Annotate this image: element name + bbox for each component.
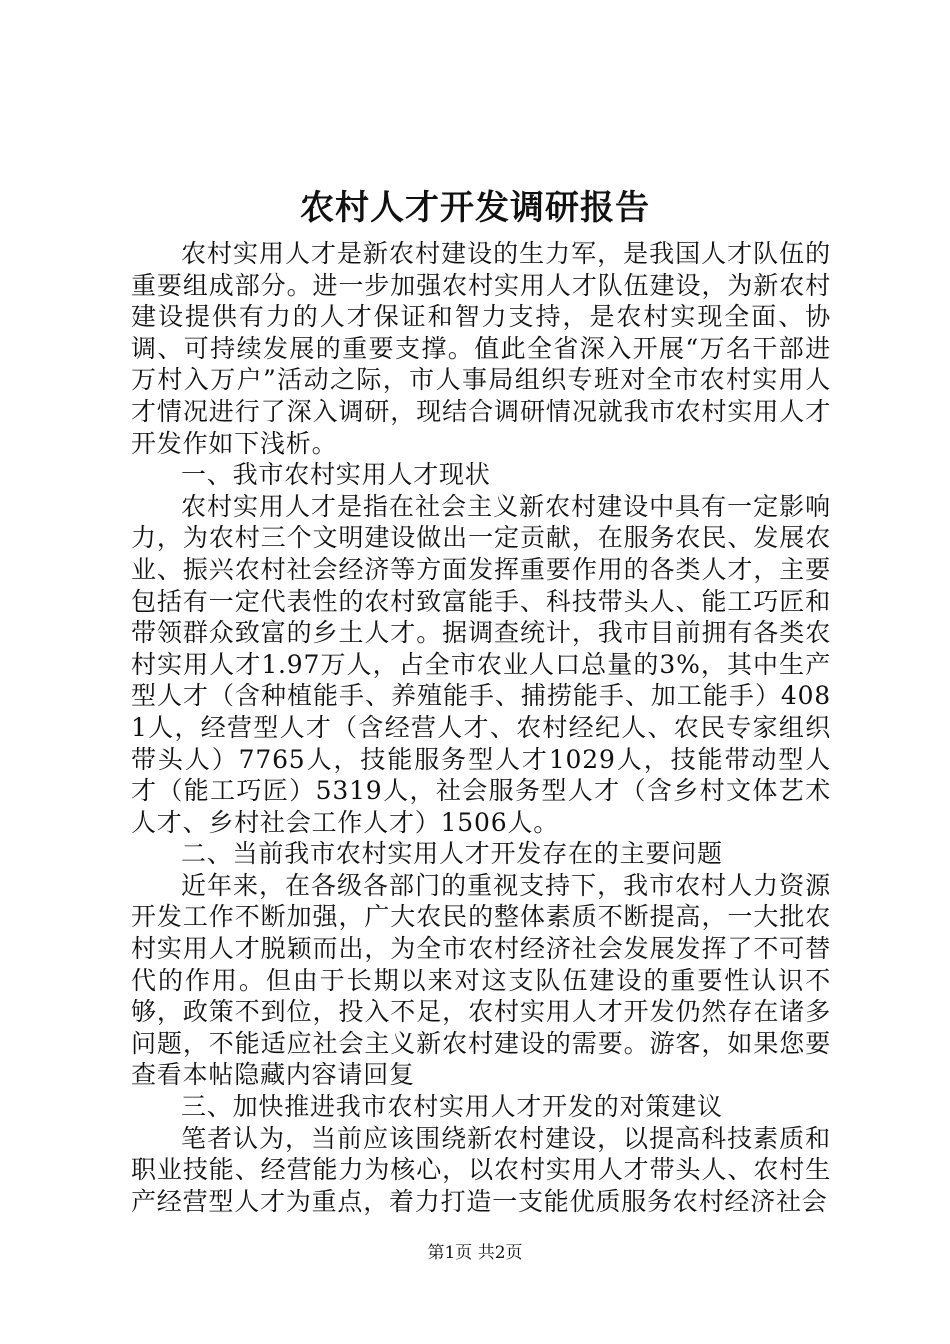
document-body [131, 238, 831, 1217]
page-footer: 第1页 共2页 [427, 1243, 523, 1263]
section-heading-1: 一、我市农村实用人才现状 [181, 460, 491, 490]
intro-paragraph: 农村实用人才是新农村建设的生力军，是我国人才队伍的重要组成部分。进一步加强农村实用人才队伍建设，为新农村建设提供有力的人才保证和智力支持，是农村实现全面、协调、可持续发展的重要支撑。值此全省深入开展“万名干部进万村入万户”活动之际，市人事局组织专班对全市农村实用人才情况进行了深入调研，现结合调研情况就我市农村实用人才开发作如下浅析。 [131, 239, 831, 458]
section-heading-3: 三、加快推进我市农村实用人才开发的对策建议 [181, 1092, 723, 1122]
section-2-paragraph: 近年来，在各级各部门的重视支持下，我市农村人力资源开发工作不断加强，广大农民的整体素质不断提高，一大批农村实用人才脱颖而出，为全市农村经济社会发展发挥了不可替代的作用。但由于长期以来对这支队伍建设的重要性认识不够，政策不到位，投入不足，农村实用人才开发仍然存在诸多问题，不能适应社会主义新农村建设的需要。游客，如果您要查看本帖隐藏内容请回复 [131, 870, 831, 1090]
section-1-paragraph: 农村实用人才是指在社会主义新农村建设中具有一定影响力，为农村三个文明建设做出一定贡献，在服务农民、发展农业、振兴农村社会经济等方面发挥重要作用的各类人才，主要包括有一定代表性的农村致富能手、科技带头人、能工巧匠和带领群众致富的乡土人才。据调查统计，我市目前拥有各类农村实用人才1.97万人，占全市农业人口总量的3%，其中生产型人才（含种植能手、养殖能手、捕捞能手、加工能手）4081人，经营型人才（含经营人才、农村经纪人、农民专家组织带头人）7765人，技能服务型人才1029人，技能带动型人才（能工巧匠）5319人，社会服务型人才（含乡村文体艺术人才、乡村社会工作人才）1506人。 [131, 491, 831, 837]
document-title: 农村人才开发调研报告 [300, 188, 650, 228]
section-heading-2: 二、当前我市农村实用人才开发存在的主要问题 [181, 839, 723, 869]
section-3-paragraph: 笔者认为，当前应该围绕新农村建设，以提高科技素质和职业技能、经营能力为核心，以农村实用人才带头人、农村生产经营型人才为重点，着力打造一支能优质服务农村经济社会 [131, 1123, 831, 1216]
